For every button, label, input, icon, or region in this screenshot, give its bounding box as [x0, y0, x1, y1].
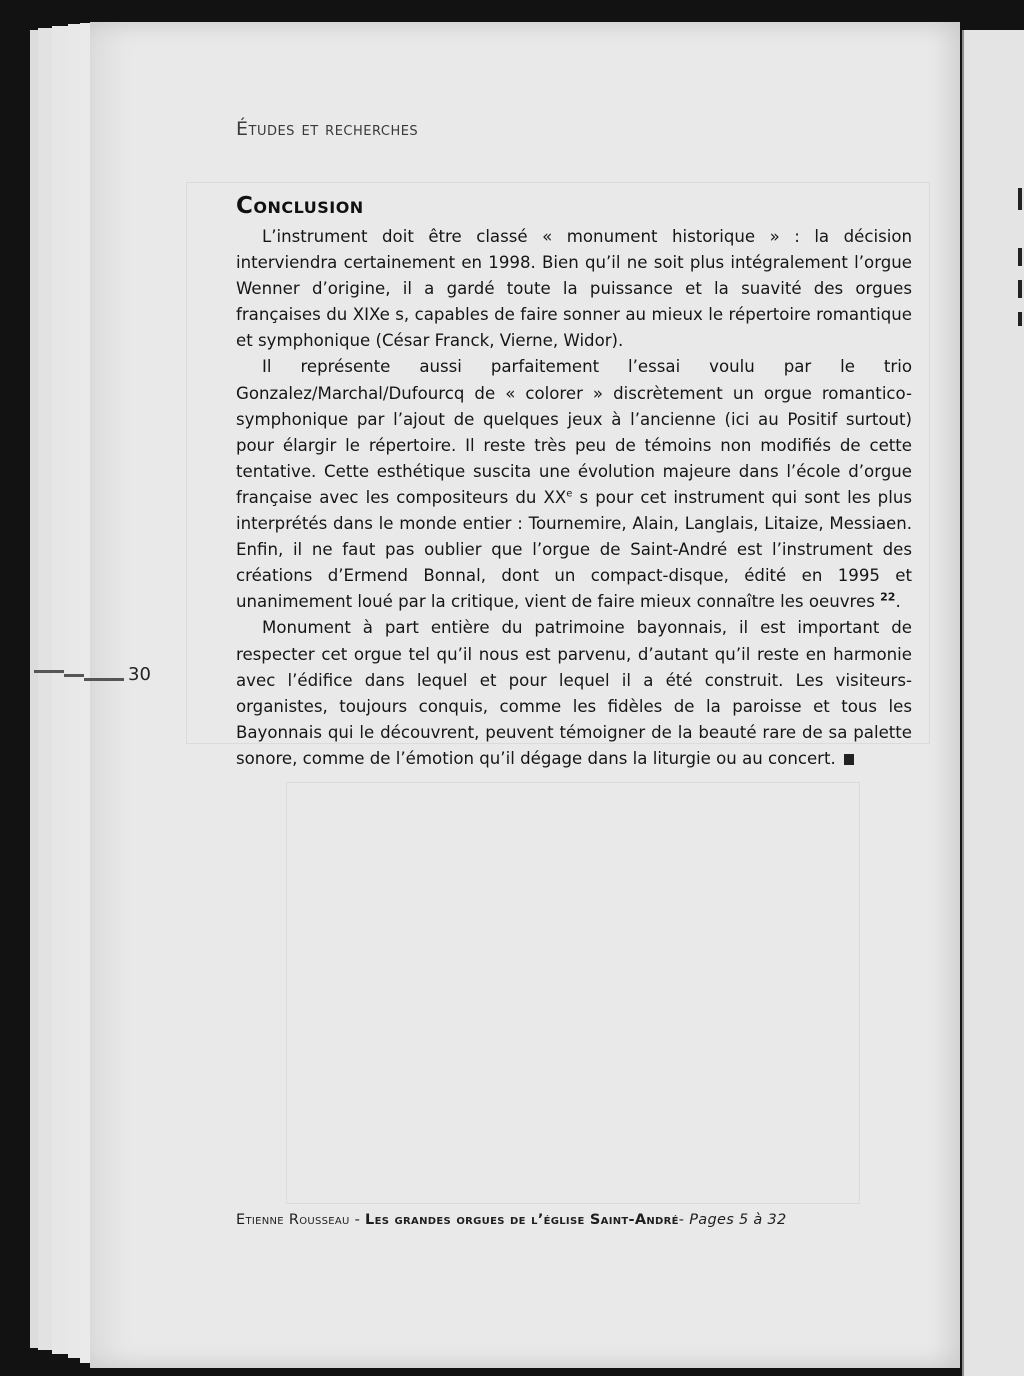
thumb-index-marker	[64, 674, 84, 677]
footer-separator: -	[678, 1212, 690, 1228]
section-heading: Conclusion	[236, 193, 364, 219]
adjacent-text-fragment	[1018, 312, 1022, 326]
section-header: Études et recherches	[236, 118, 419, 140]
paragraph-3-text: Monument à part entière du patrimoine bayonnais, il est important de respecter cet orgue tel qu’il nous est parvenu, d’autant qu’il reste en harmonie avec l’édifice dans lequel et pour lequel il a été construit. Les visiteurs-organistes, toujours conquis, comme les fidèles de la paroisse et tous les Bayonnais qui le découvrent, peuvent témoigner de la beauté rare de sa palette sonore, comme de l’émotion qu’il dégage dans la liturgie ou au concert.	[236, 618, 912, 768]
show-through-frame	[286, 782, 860, 1204]
page-footer	[236, 1212, 787, 1228]
footer-separator: -	[349, 1212, 366, 1228]
century-superscript: e	[566, 488, 573, 500]
thumb-index-marker	[84, 678, 124, 681]
footnote-reference[interactable]: 22	[880, 590, 896, 604]
article-body	[236, 190, 912, 772]
page-number: 30	[128, 664, 151, 685]
paragraph-2-text: Il représente aussi parfaitement l’essai voulu par le trio Gonzalez/Marchal/Dufourcq de « colorer » discrètement un orgue romantico-symphonique par l’ajout de quelques jeux à l’ancienne (ici au Positif surtout) pour élargir le répertoire. Il reste très peu de témoins non modifiés de cette tentative. Cette esthétique suscita une évolution majeure dans l’école d’orgue française avec les compositeurs du XX	[236, 357, 912, 507]
adjacent-text-fragment	[1018, 248, 1022, 266]
adjacent-text-fragment	[1018, 188, 1022, 210]
footer-author: Etienne Rousseau	[236, 1212, 350, 1228]
adjacent-page-edge	[962, 30, 1024, 1376]
paragraph-2-text-continued: s pour cet instrument qui sont les plus interprétés dans le monde entier : Tournemire, Alain, Langlais, Litaize, Messiaen. Enfin, il ne faut pas oublier que l’orgue de Saint-André est l’instrument des créations d’Ermend Bonnal, dont un compact-disque, édité en 1995 et unanimement loué par la critique, vient de faire mieux connaître les oeuvres	[236, 487, 912, 612]
thumb-index-marker	[34, 670, 64, 673]
paragraph-1: L’instrument doit être classé « monument historique » : la décision interviendra certainement en 1998. Bien qu’il ne soit plus intégralement l’orgue Wenner d’origine, il a gardé toute la puissance et la suavité des orgues françaises du XIXe s, capables de faire sonner au mieux le répertoire romantique et symphonique (César Franck, Vierne, Widor).	[236, 227, 912, 351]
footer-title: Les grandes orgues de l’église Saint-André	[365, 1212, 679, 1228]
adjacent-text-fragment	[1018, 280, 1022, 298]
footer-pages: Pages 5 à 32	[689, 1212, 787, 1228]
paragraph-3	[236, 615, 912, 772]
paragraph-2-end: .	[895, 592, 901, 612]
paragraph-2	[236, 354, 912, 615]
end-of-article-square-icon	[844, 754, 854, 765]
